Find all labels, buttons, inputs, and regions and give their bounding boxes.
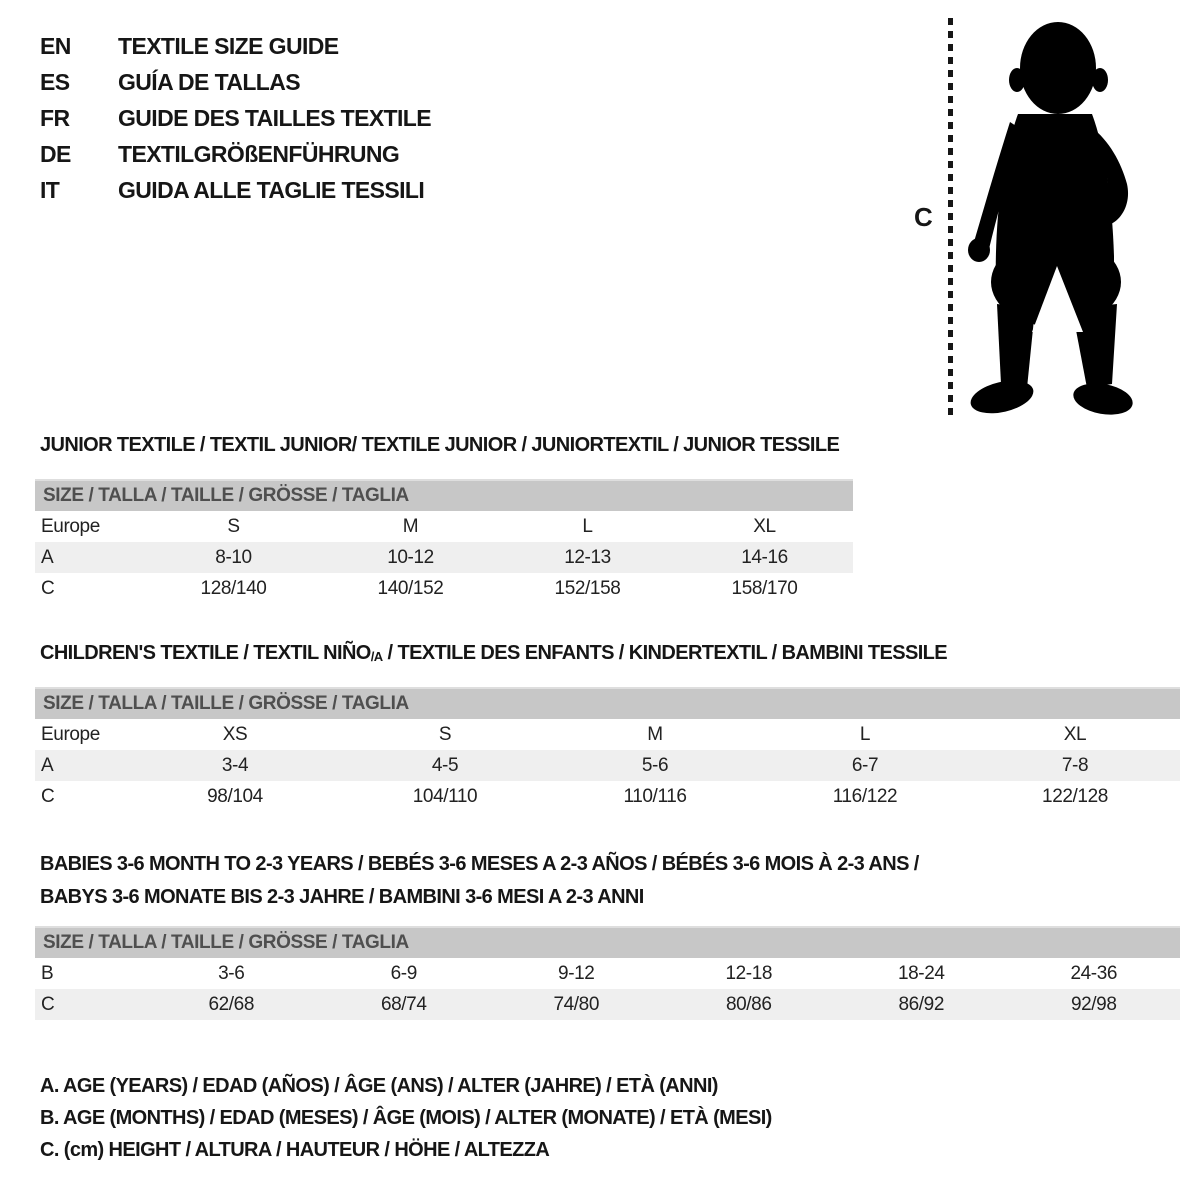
height-dashed-line bbox=[948, 18, 953, 420]
months-cell: 9-12 bbox=[558, 962, 595, 984]
babies-section-heading bbox=[40, 848, 919, 914]
table-row-height bbox=[35, 989, 1180, 1020]
age-cell: 10-12 bbox=[387, 546, 434, 568]
months-cell: 6-9 bbox=[390, 962, 417, 984]
months-cell: 3-6 bbox=[218, 962, 245, 984]
language-code: ES bbox=[40, 68, 70, 95]
height-cell: 128/140 bbox=[200, 577, 267, 599]
table-row-months bbox=[35, 958, 1180, 989]
height-measure-label: C bbox=[914, 202, 933, 232]
height-cell: 152/158 bbox=[554, 577, 621, 599]
children-heading-subscript: /A bbox=[370, 649, 383, 664]
language-row-fr bbox=[40, 100, 431, 136]
guide-title: GUÍA DE TALLAS bbox=[118, 68, 300, 95]
legend-age-years: A. AGE (YEARS) / EDAD (AÑOS) / ÂGE (ANS) / ALTER (JAHRE) / ETÀ (ANNI) bbox=[40, 1075, 718, 1097]
table-row-age bbox=[35, 750, 1180, 781]
language-row-es bbox=[40, 64, 431, 100]
row-label: B bbox=[41, 962, 54, 984]
guide-title: GUIDA ALLE TAGLIE TESSILI bbox=[118, 176, 425, 203]
table-row-height bbox=[35, 781, 1180, 812]
table-row-europe bbox=[35, 719, 1180, 750]
language-row-de bbox=[40, 136, 431, 172]
size-cell: XL bbox=[1063, 723, 1087, 745]
language-code: EN bbox=[40, 32, 71, 59]
height-cell: 116/122 bbox=[832, 785, 898, 807]
months-cell: 24-36 bbox=[1070, 962, 1118, 984]
size-cell: M bbox=[402, 515, 419, 537]
row-label: Europe bbox=[41, 723, 100, 745]
language-row-en bbox=[40, 28, 431, 64]
height-cell: 74/80 bbox=[553, 993, 600, 1015]
height-cell: 92/98 bbox=[1070, 993, 1117, 1015]
size-header-bar: SIZE / TALLA / TAILLE / GRÖSSE / TAGLIA bbox=[35, 479, 853, 511]
age-cell: 3-4 bbox=[221, 754, 249, 776]
height-cell: 80/86 bbox=[725, 993, 772, 1015]
children-section-heading bbox=[40, 642, 947, 665]
size-header-bar: SIZE / TALLA / TAILLE / GRÖSSE / TAGLIA bbox=[35, 687, 1180, 719]
language-code: FR bbox=[40, 104, 70, 131]
language-title-block bbox=[40, 28, 431, 208]
language-code: IT bbox=[40, 176, 60, 203]
language-code: DE bbox=[40, 140, 71, 167]
row-label: C bbox=[41, 577, 55, 599]
table-row-height bbox=[35, 573, 853, 604]
age-cell: 4-5 bbox=[431, 754, 459, 776]
size-cell: XS bbox=[222, 723, 248, 745]
row-label: C bbox=[41, 993, 55, 1015]
guide-title: TEXTILGRÖßENFÜHRUNG bbox=[118, 140, 400, 167]
size-header-bar: SIZE / TALLA / TAILLE / GRÖSSE / TAGLIA bbox=[35, 926, 1180, 958]
size-cell: S bbox=[438, 723, 452, 745]
height-cell: 158/170 bbox=[731, 577, 798, 599]
age-cell: 6-7 bbox=[851, 754, 879, 776]
size-cell: L bbox=[859, 723, 871, 745]
months-cell: 18-24 bbox=[897, 962, 945, 984]
language-row-it bbox=[40, 172, 431, 208]
size-cell: L bbox=[582, 515, 593, 537]
height-cell: 98/104 bbox=[207, 785, 263, 807]
guide-title: TEXTILE SIZE GUIDE bbox=[118, 32, 339, 59]
children-heading-rest: / TEXTILE DES ENFANTS / KINDERTEXTIL / BAMBINI TESSILE bbox=[382, 642, 948, 664]
size-cell: M bbox=[647, 723, 663, 745]
size-cell: S bbox=[227, 515, 240, 537]
babies-size-table bbox=[35, 926, 1180, 1020]
children-size-table bbox=[35, 687, 1180, 812]
age-cell: 8-10 bbox=[215, 546, 252, 568]
legend-height-cm: C. (cm) HEIGHT / ALTURA / HAUTEUR / HÖHE / ALTEZZA bbox=[40, 1139, 550, 1161]
height-cell: 110/116 bbox=[623, 785, 687, 807]
row-label: A bbox=[41, 754, 54, 776]
height-cell: 86/92 bbox=[898, 993, 945, 1015]
measurement-figure bbox=[900, 0, 1200, 430]
height-cell: 122/128 bbox=[1042, 785, 1108, 807]
toddler-silhouette bbox=[960, 16, 1140, 416]
months-cell: 12-18 bbox=[725, 962, 773, 984]
measure-legend bbox=[40, 1070, 772, 1166]
junior-size-table bbox=[35, 479, 853, 604]
babies-heading-line-2: BABYS 3-6 MONATE BIS 2-3 JAHRE / BAMBINI 3-6 MESI A 2-3 ANNI bbox=[40, 886, 644, 908]
age-cell: 12-13 bbox=[564, 546, 611, 568]
junior-section-heading: JUNIOR TEXTILE / TEXTIL JUNIOR/ TEXTILE JUNIOR / JUNIORTEXTIL / JUNIOR TESSILE bbox=[40, 434, 840, 456]
age-cell: 5-6 bbox=[641, 754, 669, 776]
babies-heading-line-1: BABIES 3-6 MONTH TO 2-3 YEARS / BEBÉS 3-6 MESES A 2-3 AÑOS / BÉBÉS 3-6 MOIS À 2-3 ANS / bbox=[40, 853, 919, 875]
children-heading-main: CHILDREN'S TEXTILE / TEXTIL NIÑO bbox=[40, 642, 371, 664]
row-label: A bbox=[41, 546, 54, 568]
size-cell: XL bbox=[753, 515, 776, 537]
height-cell: 68/74 bbox=[380, 993, 427, 1015]
height-cell: 62/68 bbox=[208, 993, 255, 1015]
height-cell: 104/110 bbox=[412, 785, 478, 807]
age-cell: 7-8 bbox=[1061, 754, 1089, 776]
legend-age-months: B. AGE (MONTHS) / EDAD (MESES) / ÂGE (MOIS) / ALTER (MONATE) / ETÀ (MESI) bbox=[40, 1107, 772, 1129]
guide-title: GUIDE DES TAILLES TEXTILE bbox=[118, 104, 431, 131]
table-row-age bbox=[35, 542, 853, 573]
row-label: C bbox=[41, 785, 55, 807]
age-cell: 14-16 bbox=[741, 546, 788, 568]
table-row-europe bbox=[35, 511, 853, 542]
row-label: Europe bbox=[41, 515, 100, 537]
height-cell: 140/152 bbox=[377, 577, 444, 599]
